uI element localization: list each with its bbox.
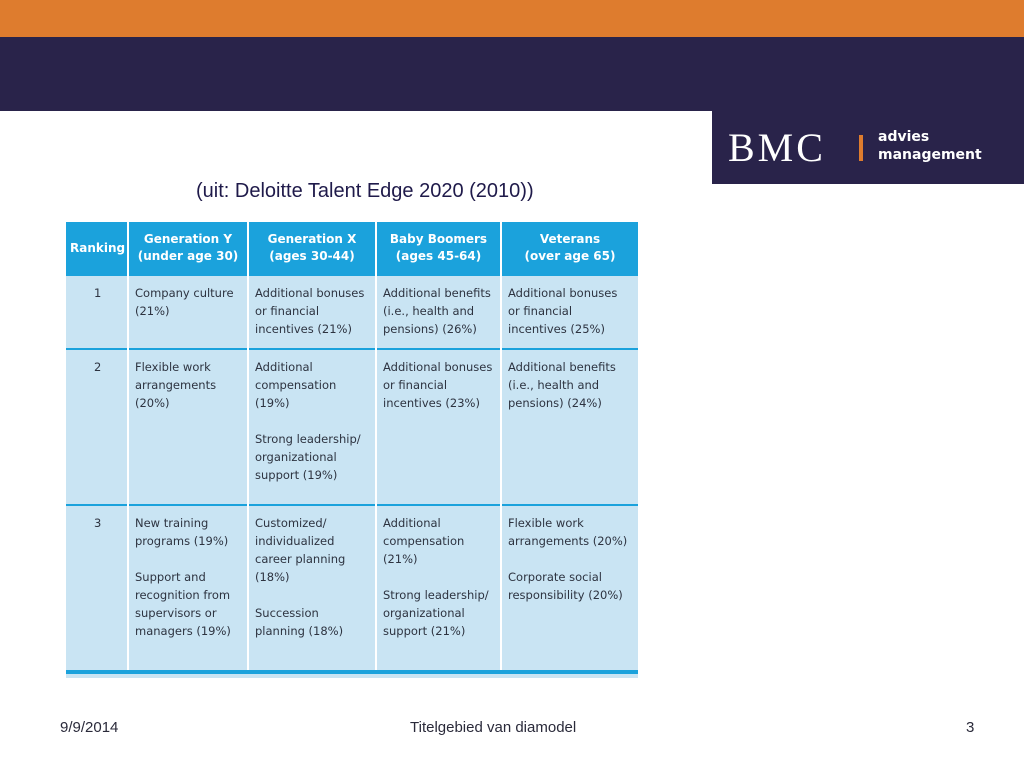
footer-title: Titelgebied van diamodel xyxy=(410,719,577,736)
table-cell: New training programs (19%) Support and recognition from supervisors or managers (19%) xyxy=(128,505,248,672)
table-header-row xyxy=(66,222,638,275)
rewards-table-container xyxy=(66,222,638,678)
table-cell: Additional bonuses or financial incentives (23%) xyxy=(376,349,501,505)
column-header: Ranking xyxy=(66,222,128,275)
logo-sub-line2: management xyxy=(878,147,982,163)
column-header: Generation Y (under age 30) xyxy=(128,222,248,275)
logo-sub-line1: advies xyxy=(878,129,930,145)
logo-subtitle xyxy=(878,128,982,164)
column-header: Generation X (ages 30-44) xyxy=(248,222,376,275)
logo-text: BMC xyxy=(728,125,826,170)
table-cell: Customized/ individualized career planning (18%) Succession planning (18%) xyxy=(248,505,376,672)
table-cell: Flexible work arrangements (20%) Corporate social responsibility (20%) xyxy=(501,505,638,672)
logo-divider xyxy=(859,135,863,161)
column-header: Veterans (over age 65) xyxy=(501,222,638,275)
table-row xyxy=(66,505,638,672)
rank-cell: 3 xyxy=(66,505,128,672)
table-cell: Additional benefits (i.e., health and pensions) (26%) xyxy=(376,275,501,349)
source-citation: (uit: Deloitte Talent Edge 2020 (2010)) xyxy=(196,180,534,202)
table-cell: Additional benefits (i.e., health and pensions) (24%) xyxy=(501,349,638,505)
column-header: Baby Boomers (ages 45-64) xyxy=(376,222,501,275)
table-cell: Additional compensation (19%) Strong leadership/ organizational support (19%) xyxy=(248,349,376,505)
top-navy-band xyxy=(0,37,1024,111)
page-number: 3 xyxy=(966,719,975,736)
table-cell: Additional compensation (21%) Strong leadership/ organizational support (21%) xyxy=(376,505,501,672)
table-row xyxy=(66,275,638,349)
rank-cell: 1 xyxy=(66,275,128,349)
top-orange-band xyxy=(0,0,1024,37)
table-cell: Flexible work arrangements (20%) xyxy=(128,349,248,505)
table-cell: Additional bonuses or financial incentives (21%) xyxy=(248,275,376,349)
rank-cell: 2 xyxy=(66,349,128,505)
footer-date: 9/9/2014 xyxy=(60,719,119,736)
table-cell: Additional bonuses or financial incentives (25%) xyxy=(501,275,638,349)
table-cell: Company culture (21%) xyxy=(128,275,248,349)
rewards-table xyxy=(66,222,638,674)
bmc-logo xyxy=(712,111,1024,184)
table-row xyxy=(66,349,638,505)
